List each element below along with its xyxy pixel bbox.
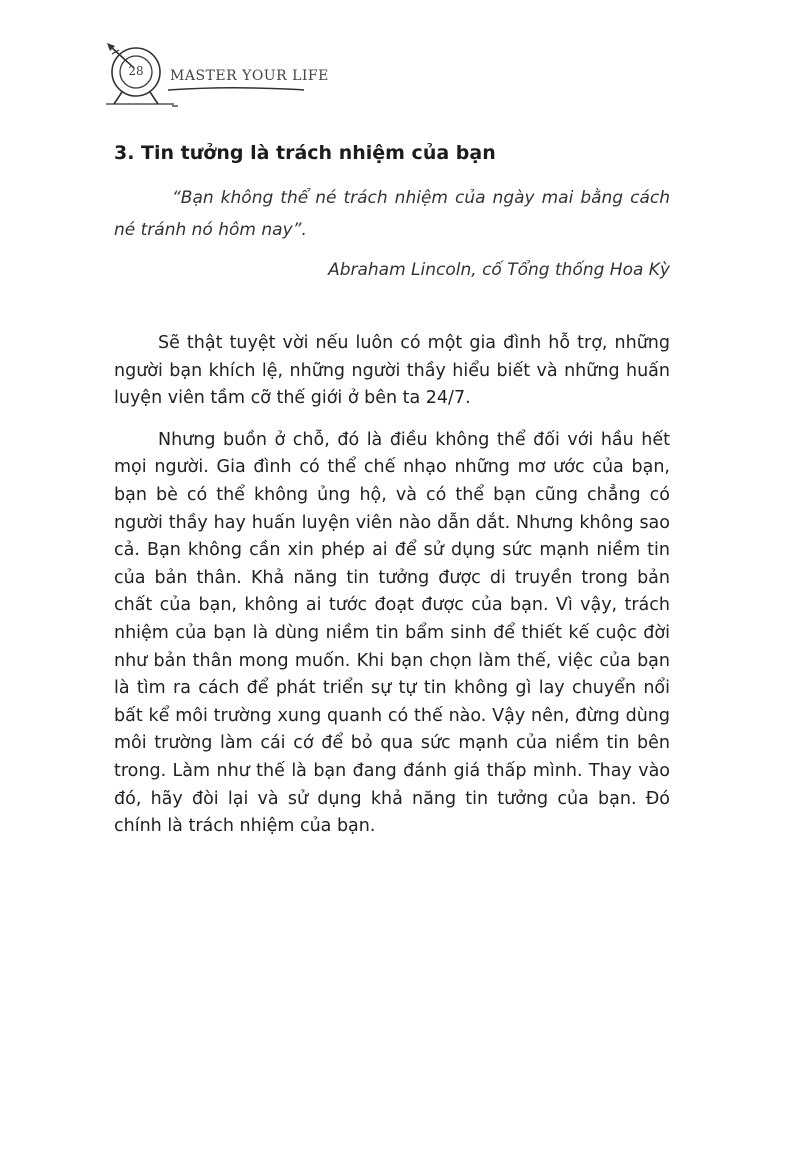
page-content [114,142,670,855]
section-heading: 3. Tin tưởng là trách nhiệm của bạn [114,142,496,164]
body-paragraph: Nhưng buồn ở chỗ, đó là điều không thể đối với hầu hết mọi người. Gia đình có thể chế nhạo những mơ ước của bạn, bạn bè có thể không ủng hộ, và có thể bạn cũng chẳng có người thầy hay huấn luyện viên nào dẫn dắt. Nhưng không sao cả. Bạn không cần xin phép ai để sử dụng sức mạnh niềm tin của bản thân. Khả năng tin tưởng được di truyền trong bản chất của bạn, không ai tước đoạt được của bạn. Vì vậy, trách nhiệm của bạn là dùng niềm tin bẩm sinh để thiết kế cuộc đời như bản thân mong muốn. Khi bạn chọn làm thế, việc của bạn là tìm ra cách để phát triển sự tự tin không gì lay chuyển nổi bất kể môi trường xung quanh có thế nào. Vậy nên, đừng dùng môi trường làm cái cớ để bỏ qua sức mạnh của niềm tin bên trong. Làm như thế là bạn đang đánh giá thấp mình. Thay vào đó, hãy đòi lại và sử dụng khả năng tin tưởng của bạn. Đó chính là trách nhiệm của bạn. [114,429,670,837]
page-number: 28 [128,64,144,78]
page-header [104,40,424,110]
body-paragraph: Sẽ thật tuyệt vời nếu luôn có một gia đình hỗ trợ, những người bạn khích lệ, những người thầy hiểu biết và những huấn luyện viên tầm cỡ thế giới ở bên ta 24/7. [114,333,670,409]
epigraph-quote: “Bạn không thể né trách nhiệm của ngày mai bằng cách né tránh nó hôm nay”. [114,188,670,240]
epigraph-author: Abraham Lincoln, cố Tổng thống Hoa Kỳ [328,260,670,280]
running-title: MASTER YOUR LIFE [170,68,329,84]
spacer [114,286,670,330]
